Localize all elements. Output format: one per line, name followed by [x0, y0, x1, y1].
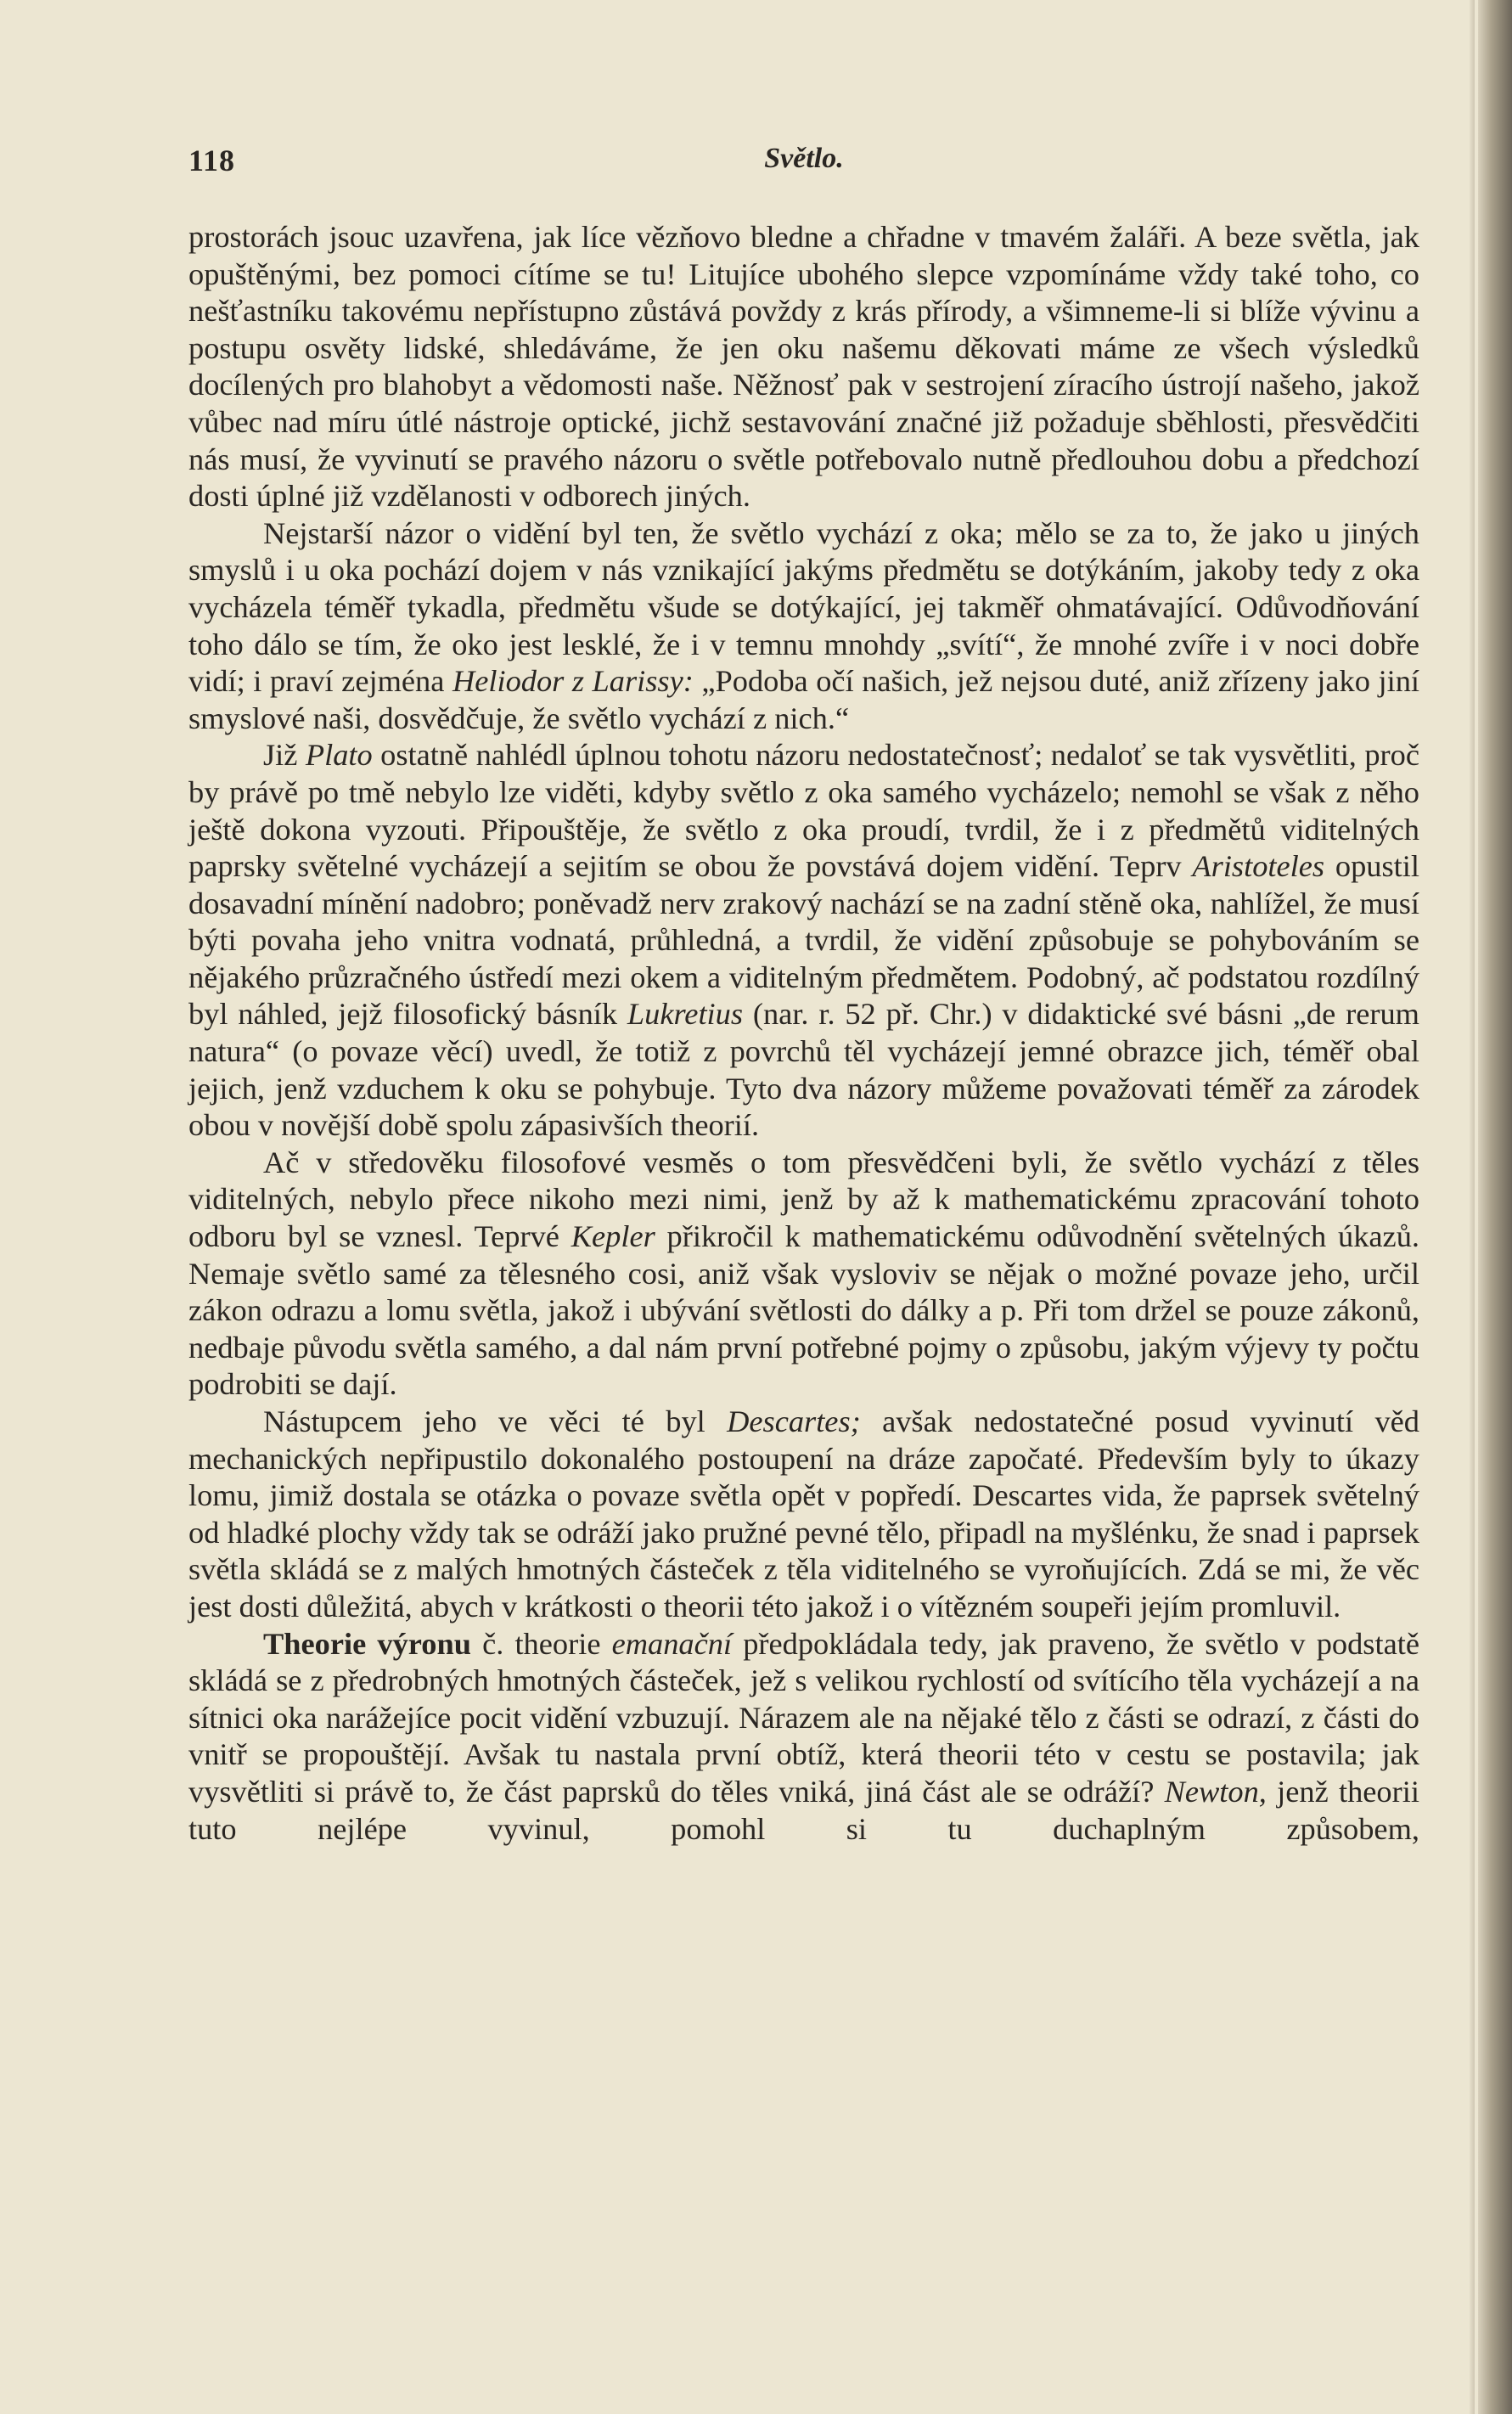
text-run: Nejstarší názor o vidění byl ten, že světlo vychází z oka; mělo se za to, že jako u jiných smyslů i u oka pochází dojem v nás vznikající jakýms předmětu se dotýkáním, jakoby tedy z oka vycházela téměř tykadla, předmětu všude se dotýkající, jej takměř ohmatávající. Odůvodňování toho dálo se tím, že oko jest lesklé, že i v temnu mnohdy „svítí“, že mnohé zvíře i v noci dobře vidí; i praví zejména — [188, 515, 1419, 699]
name-newton: Newton, — [1164, 1774, 1267, 1809]
text-run: předpokládala tedy, jak praveno, že světlo v podstatě skládá se z předrobných hmotných částeček, jež s velikou rychlostí od svítícího těla vycházejí a na sítnici oka narážejíce pocit vidění vzbuzují. Nárazem ale na nějaké tělo z části se odrazí, z části do vnitř se propouštějí. Avšak tu nastala první obtíž, která theorii této v cestu se postavila; jak vysvětliti si právě to, že část paprsků do těles vniká, jiná část ale se odráží? — [188, 1626, 1419, 1809]
text-run: opustil dosavadní mínění nadobro; poněvadž nerv zrakový nachází se na zadní stěně oka, nahlížel, že musí býti povaha jeho vnitra vodnatá, průhledná, a tvrdil, že vidění způsobuje se pohybováním se nějakého průzračného ústředí mezi okem a viditelným předmětem. Podobný, ač podstatou rozdílný byl náhled, jejž filosofický básník — [188, 849, 1419, 1032]
text-run: „Podoba očí našich, jež nejsou duté, aniž zřízeny jako jiní smyslové naši, dosvědčuje, že světlo vychází z nich.“ — [188, 664, 1419, 735]
text-run: avšak nedostatečné posud vyvinutí věd mechanických nepřipustilo dokonalého postoupení na dráze započaté. Především byly to úkazy lomu, jimiž dostala se otázka o povaze světla opět v popředí. Descartes vida, že paprsek světelný od hladké plochy vždy tak se odráží jako pružné pevné tělo, připadl na myšlénku, že snad i paprsek světla skládá se z malých hmotných částeček z těla viditelného se vyroňujících. Zdá se mi, že věc jest dosti důležitá, abych v krátkosti o theorii této jakož i o vítězném soupeři jejím promluvil. — [188, 1404, 1419, 1623]
name-lukretius: Lukretius — [627, 997, 744, 1032]
name-descartes: Descartes; — [727, 1404, 861, 1438]
text-run: (nar. r. 52 př. Chr.) v didaktické své básni „de rerum natura“ (o povaze věcí) uvedl, že totiž z povrchů těl vycházejí jemné obrazce jich, téměř obal jejich, jenž vzduchem k oku se pohybuje. Tyto dva názory můžeme považovati téměř za zárodek obou v novější době spolu zápasivších theorií. — [188, 997, 1419, 1143]
text-run: č. theorie — [470, 1626, 612, 1661]
page-edge-shadow — [1478, 0, 1512, 2414]
page-gutter — [1470, 0, 1475, 2414]
page-number: 118 — [188, 143, 236, 177]
page-header — [188, 143, 1419, 185]
text-run: přikročil k mathematickému odůvodnění světelných úkazů. Nemaje světlo samé za tělesného cosi, aniž však vysloviv se nějak o možné povaze jeho, určil zákon odrazu a lomu světla, jakož i ubývání světlosti do dálky a p. Při tom držel se pouze zákonů, nedbaje původu světla samého, a dal nám první potřebné pojmy o způsobu, jakým výjevy ty počtu podrobiti se dají. — [188, 1219, 1419, 1402]
term-theorie-vyronu: Theorie výronu — [263, 1626, 471, 1661]
paragraph-3 — [188, 737, 1419, 1145]
paragraph-1: prostorách jsouc uzavřena, jak líce vězňovo bledne a chřadne v tmavém žaláři. A beze světla, jak opuštěnými, bez pomoci cítíme se tu! Litujíce ubohého slepce vzpomínáme vždy také toho, co nešťastníku takovému nepřístupno zůstává povždy z krás přírody, a všimneme-li si blíže vývinu a postupu osvěty lidské, shledáváme, že jen oku našemu děkovati máme ze všech výsledků docílených pro blahobyt a vědomosti naše. Něžnosť pak v sestrojení zíracího ústrojí našeho, jakož vůbec nad míru útlé nástroje optické, jichž sestavování značné již požaduje sběhlosti, přesvědčiti nás musí, že vyvinutí se pravého názoru o světle potřebovalo nutně předlouhou dobu a předchozí dosti úplné již vzdělanosti v odborech jiných. — [188, 220, 1419, 514]
text-run: ostatně nahlédl úplnou tohotu názoru nedostatečnosť; nedaloť se tak vysvětliti, proč by právě po tmě nebylo lze viděti, kdyby světlo z oka samého vycházelo; nemohl se však z něho ještě dokona vyzouti. Připouštěje, že světlo z oka proudí, tvrdil, že i z předmětů viditelných paprsky světelné vycházejí a sejitím se obou že povstává dojem vidění. Teprv — [188, 738, 1419, 884]
text-run: jenž theorii tuto nejlépe vyvinul, pomohl si tu duchaplným způsobem, — [188, 1774, 1419, 1846]
paragraph-5 — [188, 1404, 1419, 1626]
name-kepler: Kepler — [571, 1219, 655, 1254]
body-text — [188, 219, 1419, 1848]
name-plato: Plato — [305, 738, 373, 773]
running-title: Světlo. — [764, 143, 844, 174]
term-emanacni: emanační — [611, 1626, 733, 1661]
text-run: Nástupcem jeho ve věci té byl — [263, 1404, 728, 1438]
name-heliodor: Heliodor z Larissy: — [452, 664, 694, 699]
text-run: Ač v středověku filosofové vesměs o tom přesvědčeni byli, že světlo vychází z těles viditelných, nebylo přece nikoho mezi nimi, jenž by až k mathematickému zpracování tohoto odboru byl se vznesl. Teprvé — [188, 1145, 1419, 1254]
text-run: Již — [263, 738, 306, 773]
paragraph-6 — [188, 1626, 1419, 1848]
name-aristoteles: Aristoteles — [1192, 849, 1325, 884]
paragraph-4 — [188, 1145, 1419, 1404]
paragraph-2 — [188, 515, 1419, 738]
